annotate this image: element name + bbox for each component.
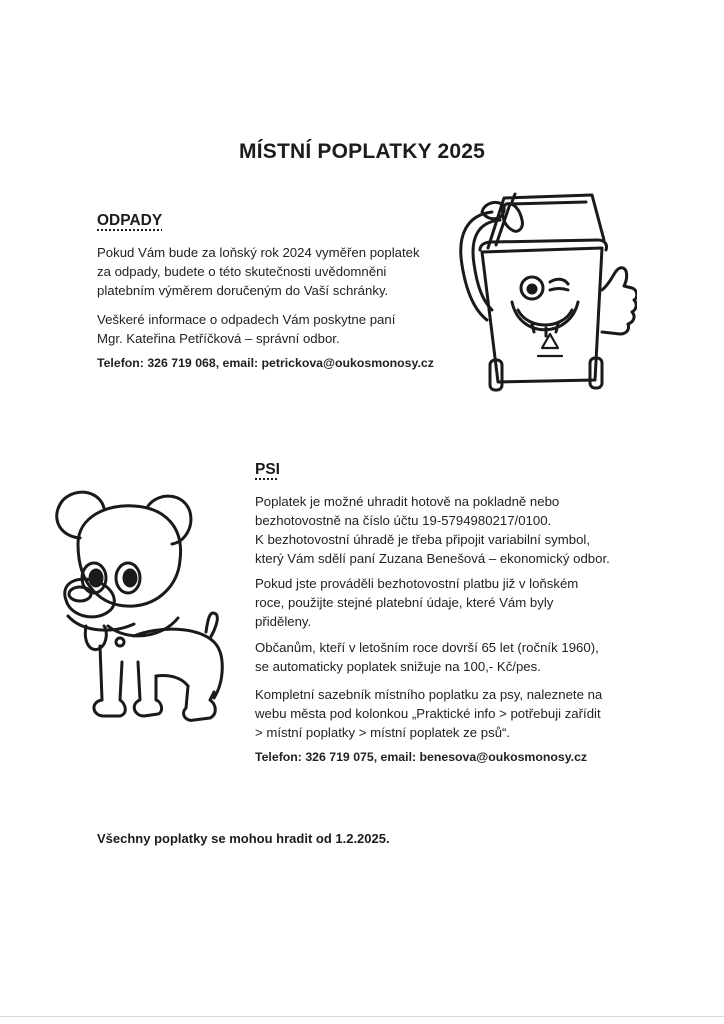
page-title: MÍSTNÍ POPLATKY 2025	[239, 140, 485, 163]
odpady-contact: Telefon: 326 719 068, email: petrickova@oukosmonosy.cz	[97, 356, 434, 370]
psi-paragraph-1: Poplatek je možné uhradit hotově na pokladně nebo bezhotovostně na číslo účtu 19-5794980217/0100. K bezhotovostní úhradě je třeba připojit variabilní symbol, který Vám sdělí paní Zuzana Benešová – ekonomický odbor.	[255, 494, 610, 566]
psi-contact: Telefon: 326 719 075, email: benesova@oukosmonosy.cz	[255, 750, 588, 764]
psi-paragraph-3: Občanům, kteří v letošním roce dovrší 65 let (ročník 1960), se automaticky poplatek snižuje na 100,- Kč/pes.	[255, 640, 599, 674]
psi-paragraph-4: Kompletní sazebník místního poplatku za psy, naleznete na webu města pod kolonkou „Praktické info > potřebuji zařídit > místní poplatky > místní poplatek ze psů“.	[255, 687, 603, 740]
payment-date-note: Všechny poplatky se mohou hradit od 1.2.2025.	[97, 831, 390, 846]
cartoon-dog-icon	[38, 486, 248, 736]
page-bottom-edge	[0, 1016, 724, 1017]
odpady-paragraph-2: Veškeré informace o odpadech Vám poskytne paní Mgr. Kateřina Petříčková – správní odbor.	[97, 312, 396, 346]
section-heading-odpady: ODPADY	[97, 212, 163, 229]
section-heading-psi: PSI	[255, 461, 280, 478]
recycling-bin-mascot-icon	[452, 190, 637, 400]
psi-paragraph-2: Pokud jste prováděli bezhotovostní platbu již v loňském roce, použijte stejné platební údaje, které Vám byly přiděleny.	[255, 576, 579, 629]
odpady-paragraph-1: Pokud Vám bude za loňský rok 2024 vyměřen poplatek za odpady, budete o této skutečnosti uvědomněni platebním výměrem doručeným do Vaší schránky.	[97, 245, 420, 298]
